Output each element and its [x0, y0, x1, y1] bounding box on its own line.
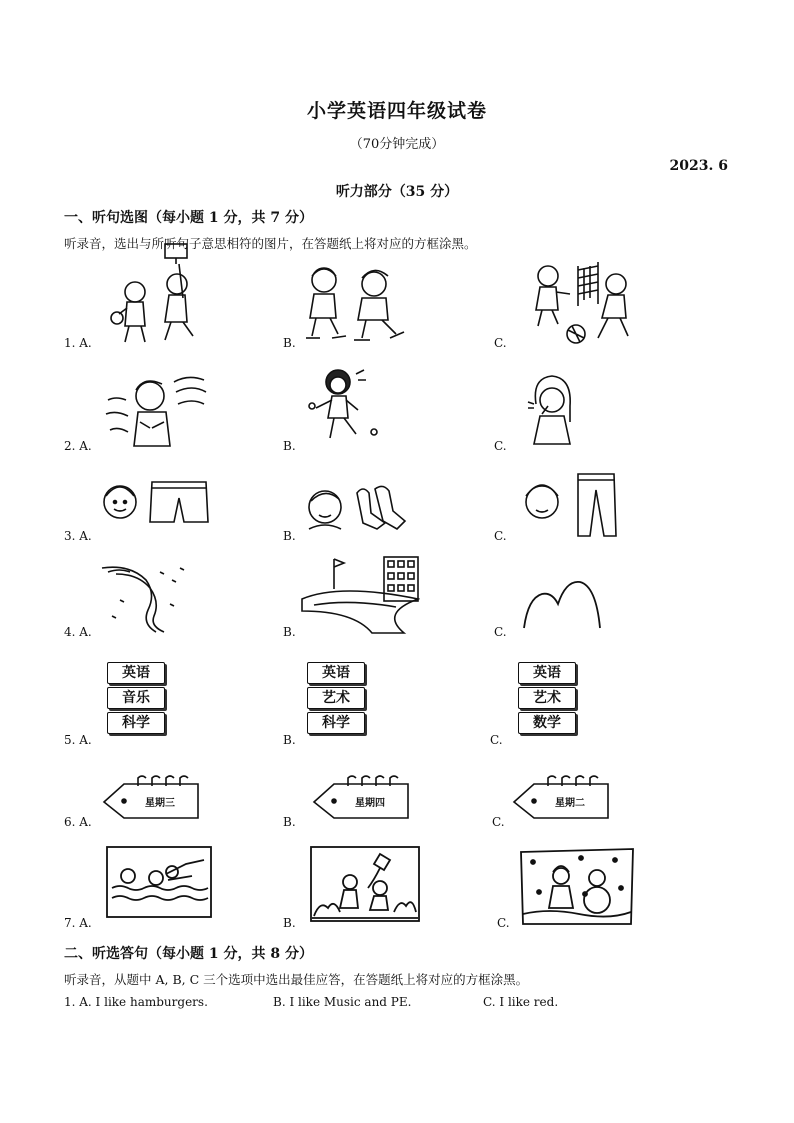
listening-part-heading: 听力部分（35 分）: [335, 184, 459, 200]
q1-picture-c-volleyball-kids: [518, 260, 643, 348]
q5-card-b: [307, 662, 365, 737]
q5-c-subject-3: 数学: [518, 712, 576, 734]
q5-a-subject-2: 音乐: [107, 687, 165, 709]
q3-label-a: 3. A.: [64, 529, 92, 543]
s2-q1-option-c: C. I like red.: [483, 995, 559, 1009]
q7-label-b: B.: [283, 916, 296, 930]
q4-picture-a-river: [100, 560, 200, 634]
page-title: 小学英语四年级试卷: [306, 100, 487, 122]
q4-label-a: 4. A.: [64, 625, 92, 639]
q1-picture-b-skating-kids: [300, 262, 410, 344]
q6-c-weekday: 星期二: [555, 798, 585, 809]
q3-label-c: C.: [494, 529, 507, 543]
s2-q1-option-b: B. I like Music and PE.: [273, 995, 412, 1009]
q6-label-b: B.: [283, 815, 296, 829]
q5-c-subject-1: 英语: [518, 662, 576, 684]
q5-b-subject-1: 英语: [307, 662, 365, 684]
q5-card-c: [518, 662, 576, 737]
q1-label-b: B.: [283, 336, 296, 350]
q4-picture-c-mountain: [522, 578, 602, 630]
q7-label-a: 7. A.: [64, 916, 92, 930]
q6-a-weekday: 星期三: [145, 798, 175, 809]
q4-label-b: B.: [283, 625, 296, 639]
q3-picture-a-boy-and-shorts: [102, 478, 212, 528]
exam-date: 2023. 6: [669, 158, 728, 174]
q2-label-c: C.: [494, 439, 507, 453]
section1-heading: 一、听句选图（每小题 1 分，共 7 分）: [64, 210, 313, 226]
q6-label-c: C.: [492, 815, 505, 829]
q5-b-subject-2: 艺术: [307, 687, 365, 709]
q3-picture-c-girl-and-trousers: [518, 472, 623, 538]
q2-picture-a-windy-boy: [104, 370, 208, 448]
q6-calendar-a: [102, 770, 202, 822]
s2-q1-option-a: 1. A. I like hamburgers.: [64, 995, 208, 1009]
q5-a-subject-1: 英语: [107, 662, 165, 684]
q5-card-a: [107, 662, 165, 737]
section1-instruction: 听录音，选出与所听句子意思相符的图片，在答题纸上将对应的方框涂黑。: [64, 236, 477, 251]
q7-picture-a-swimming: [106, 846, 212, 918]
q5-label-a: 5. A.: [64, 733, 92, 747]
q4-picture-b-school-playground: [300, 555, 420, 635]
q6-label-a: 6. A.: [64, 815, 92, 829]
q2-picture-b-tired-runner: [304, 366, 384, 448]
q5-label-c: C.: [490, 733, 503, 747]
q3-label-b: B.: [283, 529, 296, 543]
q5-label-b: B.: [283, 733, 296, 747]
q1-picture-a-basketball-kids: [105, 240, 200, 346]
q6-calendar-c: [512, 770, 612, 822]
section2-heading: 二、听选答句（每小题 1 分，共 8 分）: [64, 946, 313, 962]
section2-instruction: 听录音，从题中 A, B, C 三个选项中选出最佳应答，在答题纸上将对应的方框涂黑。: [64, 972, 529, 987]
q7-picture-c-snowmen: [519, 848, 635, 926]
q7-label-c: C.: [497, 916, 510, 930]
q5-a-subject-3: 科学: [107, 712, 165, 734]
q1-label-c: C.: [494, 336, 507, 350]
q6-calendar-b: [312, 770, 412, 822]
q4-label-c: C.: [494, 625, 507, 639]
q5-b-subject-3: 科学: [307, 712, 365, 734]
page-subtitle: （70分钟完成）: [349, 137, 445, 152]
q1-label-a: 1. A.: [64, 336, 92, 350]
q2-picture-c-sick-girl: [526, 374, 578, 446]
q3-picture-b-man-and-gloves: [305, 483, 410, 531]
q5-c-subject-2: 艺术: [518, 687, 576, 709]
q6-b-weekday: 星期四: [355, 798, 385, 809]
q2-label-a: 2. A.: [64, 439, 92, 453]
q7-picture-b-kite-park: [310, 846, 420, 922]
q2-label-b: B.: [283, 439, 296, 453]
